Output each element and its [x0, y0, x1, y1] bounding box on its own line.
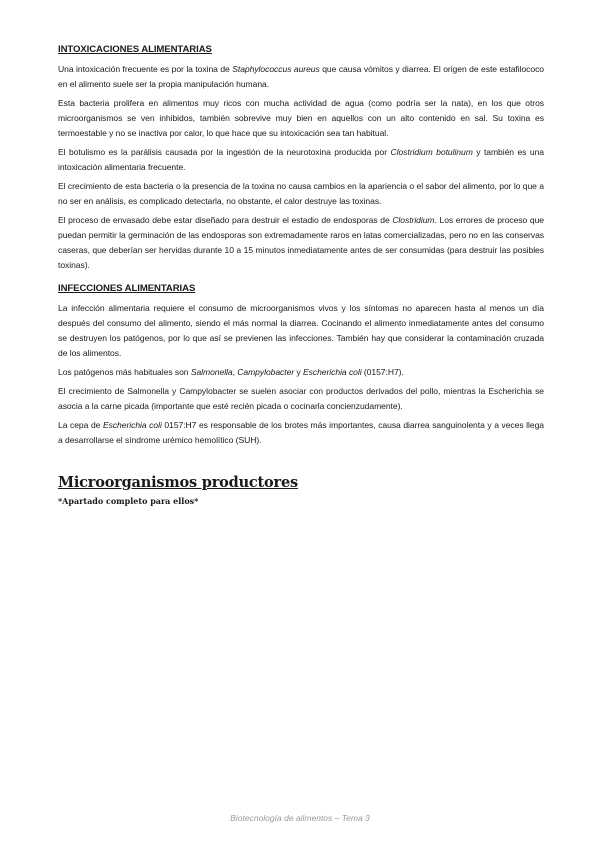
- section-heading-microorganismos: Microorganismos productores: [58, 474, 298, 491]
- text: 0157:H7 es responsable de los brotes más importantes, causa diarrea sanguinolenta y a veces llega a desarrollarse el síndrome urémico hemolítico (SUH).: [58, 420, 544, 445]
- species-name: Clostridium botulinum: [390, 147, 473, 157]
- text: Una intoxicación frecuente es por la toxina de: [58, 64, 233, 74]
- paragraph: [58, 145, 544, 175]
- section-heading-intoxicaciones: INTOXICACIONES ALIMENTARIAS: [58, 44, 212, 55]
- document-body: [58, 44, 544, 506]
- text: que causa vómitos y diarrea. El origen de este estafilococo en el alimento suele ser la propia manipulación humana.: [58, 64, 544, 89]
- text: (0157:H7).: [361, 367, 404, 377]
- paragraph: Esta bacteria prolifera en alimentos muy ricos con mucha actividad de agua (como podría ser la nata), en los que otros microorganismos se ven inhibidos, también sobrevive muy bien en aquellos con un alto contenido en sal. Su toxina es termoestable y no se inactiva por calor, lo que hace que su intoxicación sea tan habitual.: [58, 98, 544, 138]
- species-name: Escherichia coli: [303, 367, 362, 377]
- paragraph: [58, 62, 544, 92]
- text: Los patógenos más habituales son: [58, 367, 191, 377]
- text: ,: [232, 367, 238, 377]
- paragraph: [58, 213, 544, 273]
- text: La cepa de: [58, 420, 103, 430]
- page-footer: Biotecnología de alimentos – Tema 3: [230, 813, 370, 823]
- paragraph: El crecimiento de Salmonella y Campylobacter se suelen asociar con productos derivados del pollo, mientras la Escherichia se asocia a la carne picada (importante que esté recién picada o cocinarla concienzudamente).: [58, 386, 544, 411]
- species-name: Staphylococcus aureus: [232, 64, 320, 74]
- species-name: Escherichia coli: [102, 420, 162, 430]
- paragraph: [58, 418, 544, 448]
- species-name: Campylobacter: [237, 367, 295, 377]
- section-note: *Apartado completo para ellos*: [58, 496, 199, 506]
- section-heading-infecciones: INFECCIONES ALIMENTARIAS: [58, 283, 196, 294]
- text: y también es una intoxicación alimentaria frecuente.: [58, 147, 544, 172]
- text: y: [294, 367, 303, 377]
- text: El botulismo es la parálisis causada por la ingestión de la neurotoxina producida por: [58, 147, 391, 157]
- species-name: Clostridium: [392, 215, 435, 225]
- text: . Los errores de proceso que puedan permitir la germinación de las endosporas son extremadamente raros en latas comercializadas, pero no en las conservas caseras, que deberían ser hervidas durante 10 a 15 minutos inmediatamente antes de ser consumidas (para destruir las posibles toxinas).: [58, 215, 545, 270]
- species-name: Salmonella: [190, 367, 233, 377]
- paragraph: [58, 365, 544, 380]
- paragraph: La infección alimentaria requiere el consumo de microorganismos vivos y los síntomas no aparecen hasta al menos un día después del consumo del alimento, siendo el más normal la diarrea. Cocinando el alimento inmediatamente antes del consumo se destruyen los patógenos, por lo que así se previenen las infecciones. También hay que considerar la contaminación cruzada de los alimentos.: [58, 303, 544, 358]
- text: El proceso de envasado debe estar diseñado para destruir el estadio de endosporas de: [58, 215, 393, 225]
- paragraph: El crecimiento de esta bacteria o la presencia de la toxina no causa cambios en la apariencia o el sabor del alimento, por lo que a no ser en análisis, es complicado detectarla, no obstante, el calor destruye las toxinas.: [58, 181, 544, 206]
